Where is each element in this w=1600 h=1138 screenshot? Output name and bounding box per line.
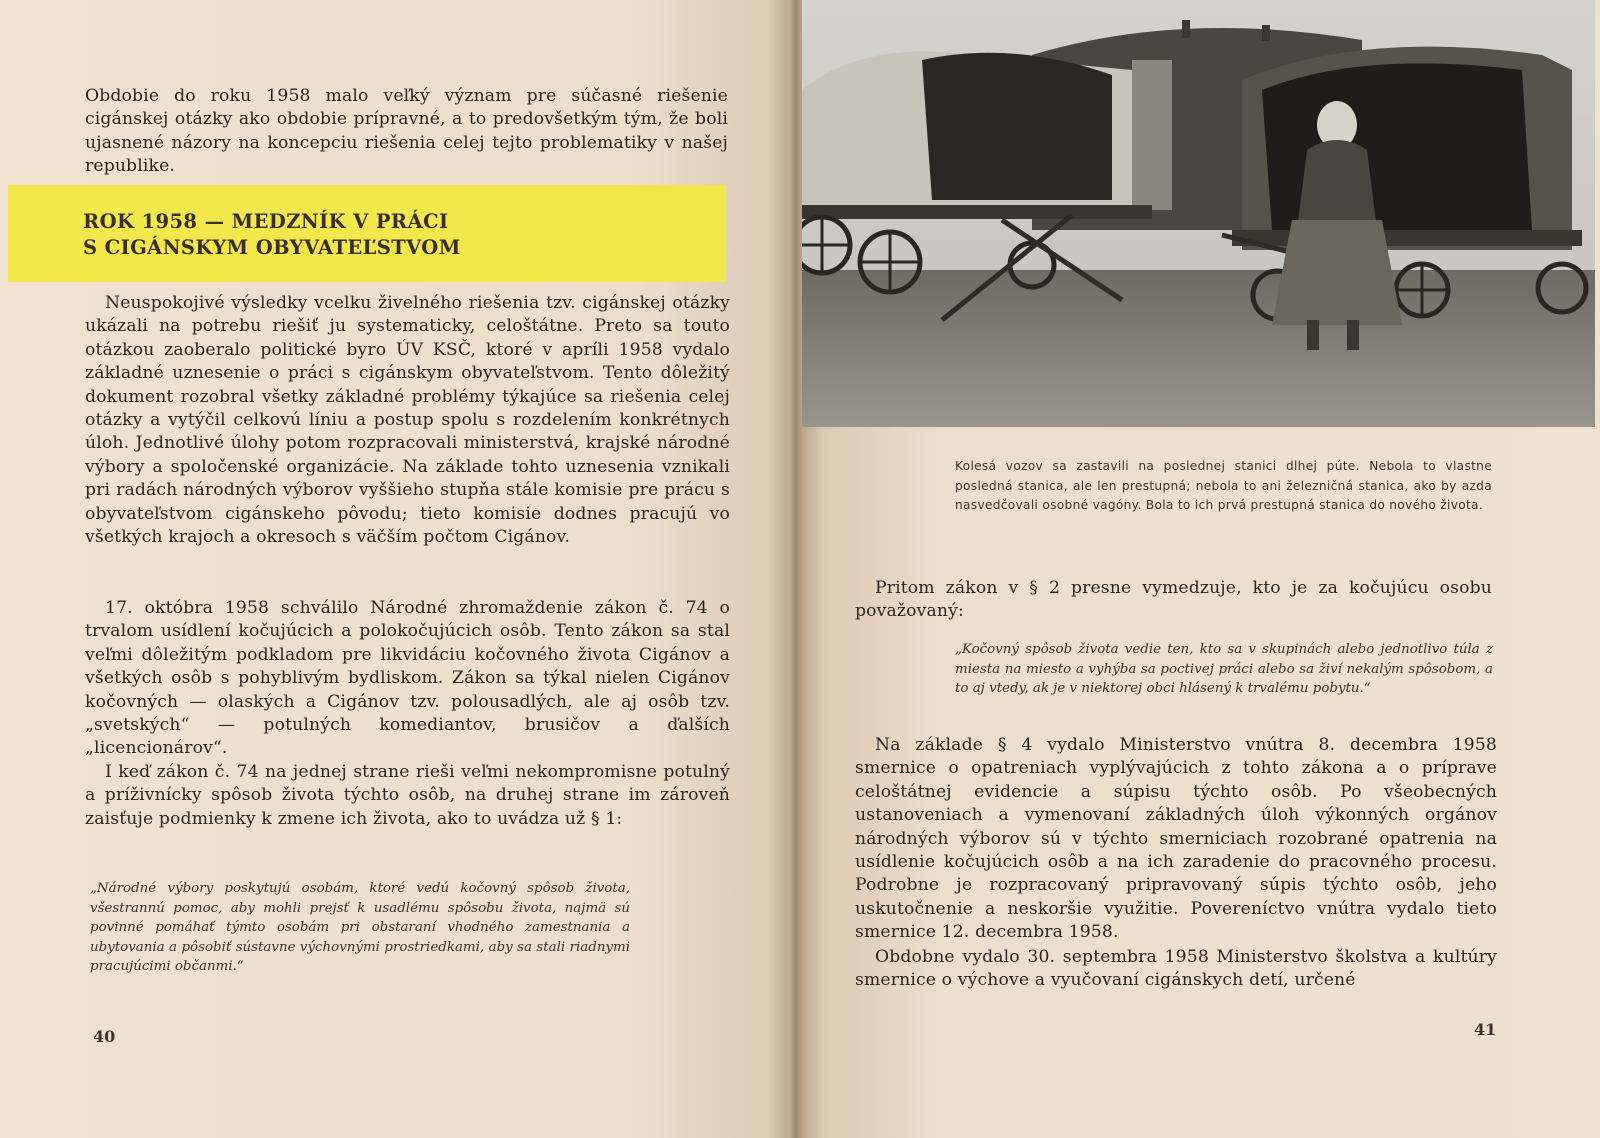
caravan-photo	[802, 0, 1595, 427]
body-paragraph-3: I keď zákon č. 74 na jednej strane rieši veľmi nekompromisne potulný a príživnícky spôsob života týchto osôb, na druhej strane im zároveň zaisťuje podmienky k zmene ich života, ako to uvádza už § 1:	[85, 762, 730, 829]
right-paragraph-3: Obdobne vydalo 30. septembra 1958 Ministerstvo školstva a kultúry smernice o výchove a vyučovaní cigánskych detí, určené	[855, 947, 1497, 991]
law-quote-paragraph-2: „Kočovný spôsob života vedie ten, kto sa v skupinách alebo jednotlivo túla z miesta na miesto a vyhýba sa poctivej práci alebo sa živí nekalým spôsobom, a to aj vtedy, ak je v niektorej obci hlásený k trvalému pobytu.“	[955, 642, 1493, 697]
heading-line-2: S CIGÁNSKYM OBYVATEĽSTVOM	[83, 236, 461, 259]
heading-line-1: ROK 1958 — MEDZNÍK V PRÁCI	[83, 210, 449, 233]
body-paragraph-2: 17. októbra 1958 schválilo Národné zhromaždenie zákon č. 74 o trvalom usídlení kočujúcich a polokočujúcich osôb. Tento zákon sa stal veľmi dôležitým podkladom pre likvidáciu kočovného života Cigánov a všetkých osôb s pohyblivým bydliskom. Zákon sa týkal nielen Cigánov kočovných — olaských a Cigánov tzv. polousadlých, ale aj osôb tzv. „svetských“ — potulných komediantov, brusičov a ďalších „licencionárov“.	[85, 598, 730, 759]
page-number-right: 41	[1474, 1020, 1497, 1039]
caravan-photo-illustration	[802, 0, 1595, 427]
right-paragraph-2: Na základe § 4 vydalo Ministerstvo vnútra 8. decembra 1958 smernice o opatreniach vyplývajúcich z tohto zákona a o príprave celoštátnej evidencie a súpisu týchto osôb. Po všeobecných ustanoveniach a vymenovaní základných úloh výkonných orgánov národných výborov sú v týchto smerniciach rozobrané opatrenia na usídlenie kočujúcich osôb a na ich zaradenie do pracovného procesu. Podrobne je rozpracovaný pripravovaný súpis týchto osôb, jeho uskutočnenie a neskoršie využitie. Povereníctvo vnútra vydalo tieto smernice 12. decembra 1958.	[855, 735, 1497, 943]
right-paragraph-1: Pritom zákon v § 2 presne vymedzuje, kto je za kočujúcu osobu považovaný:	[855, 578, 1492, 622]
photo-caption: Kolesá vozov sa zastavili na poslednej stanici dlhej púte. Nebola to vlastne posledná stanica, ale len prestupná; nebola to ani železničná stanica, ako by azda nasvedčovali osobné vagóny. Bola to ich prvá prestupná stanica do nového života.	[955, 459, 1492, 513]
page-number-left: 40	[93, 1027, 116, 1046]
section-heading	[83, 209, 683, 261]
intro-paragraph: Obdobie do roku 1958 malo veľký význam pre súčasné riešenie cigánskej otázky ako obdobie prípravné, a to predovšetkým tým, že boli ujasnené názory na koncepciu riešenia celej tejto problematiky v našej republike.	[85, 86, 728, 177]
law-quote-paragraph-1: „Národné výbory poskytujú osobám, ktoré vedú kočovný spôsob života, všestrannú pomoc, aby mohli prejsť k usadlému spôsobu života, najmä sú povinné pomáhať týmto osobám pri obstaraní vhodného zamestnania a ubytovania a pôsobiť sústavne výchovnými prostriedkami, aby sa stali riadnymi pracujúcimi občanmi.“	[90, 881, 630, 975]
body-paragraph-1: Neuspokojivé výsledky vcelku živelného riešenia tzv. cigánskej otázky ukázali na potrebu riešiť ju systematicky, celoštátne. Preto sa touto otázkou zaoberalo politické byro ÚV KSČ, ktoré v apríli 1958 vydalo základné uznesenie o práci s cigánskym obyvateľstvom. Tento dôležitý dokument rozobral všetky základné problémy týkajúce sa riešenia celej otázky a vytýčil celkovú líniu a postup spolu s rozdelením konkrétnych úloh. Jednotlivé úlohy potom rozpracovali ministerstvá, krajské národné výbory a spoločenské organizácie. Na základe tohto uznesenia vznikali pri radách národných výborov vyššieho stupňa stále komisie pre prácu s obyvateľstvom cigánskeho pôvodu; tieto komisie dodnes pracujú vo všetkých krajoch a okresoch s väčším počtom Cigánov.	[85, 293, 730, 548]
